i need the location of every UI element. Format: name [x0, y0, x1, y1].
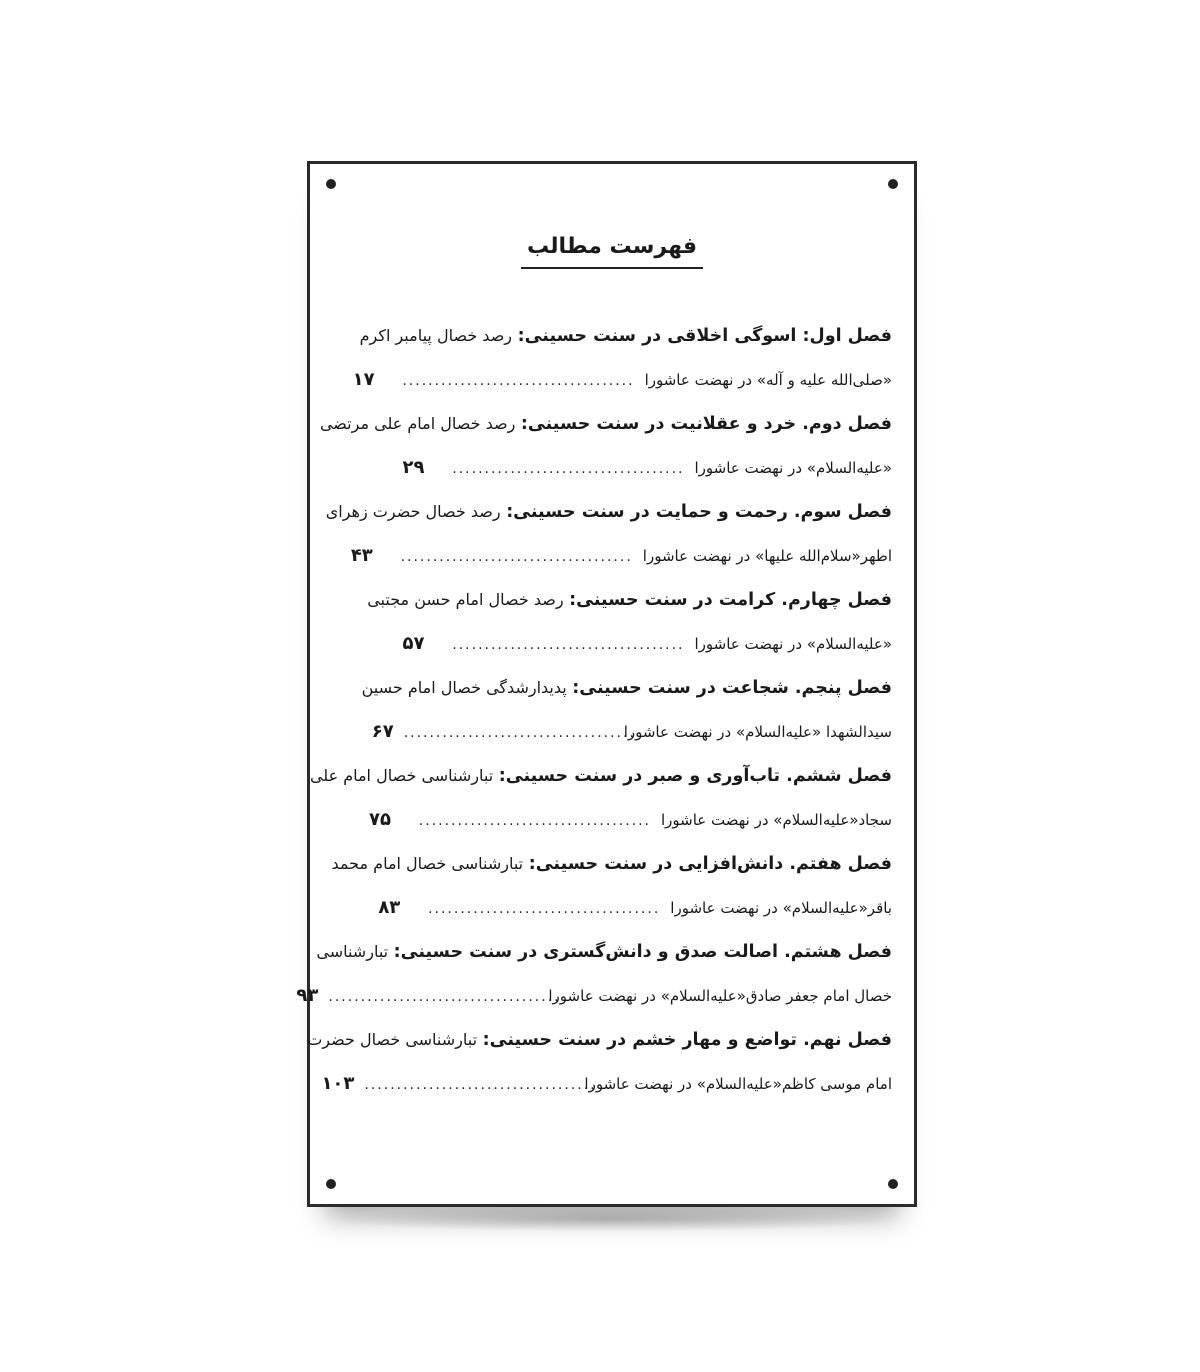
- toc-entry-page-line: [342, 710, 892, 754]
- toc-entry-9[interactable]: [307, 1018, 892, 1106]
- toc-entry-6[interactable]: [309, 754, 892, 842]
- chapter-subtitle: رصد خصال امام حسن مجتبی: [367, 590, 564, 609]
- dot-leader: ....................................: [418, 813, 651, 829]
- corner-dot-icon: [326, 1179, 336, 1189]
- toc-entry-page-line: [321, 1062, 892, 1106]
- chapter-subtitle: تبارشناسی خصال امام علی: [309, 766, 494, 785]
- chapter-subtitle: پدیدارشدگی خصال امام حسین: [361, 678, 567, 697]
- toc-entry-7[interactable]: [331, 842, 892, 930]
- toc-entry-heading-line: [316, 930, 892, 974]
- book-page: [296, 161, 917, 1207]
- dot-leader: ....................................: [364, 1077, 597, 1093]
- chapter-subtitle: رصد خصال پیامبر اکرم: [359, 326, 513, 345]
- page-number: ۱۷: [352, 369, 375, 390]
- toc-title-text: فهرست مطالب: [521, 234, 703, 269]
- chapter-heading: فصل نهم. تواضع و مهار خشم در سنت حسینی:: [482, 1030, 892, 1050]
- toc-entry-heading-line: [342, 578, 892, 622]
- chapter-heading: فصل دوم. خرد و عقلانیت در سنت حسینی:: [520, 414, 892, 434]
- chapter-subtitle-cont: «صلی‌الله علیه و آله» در نهضت عاشورا: [644, 371, 892, 389]
- corner-dot-icon: [888, 1179, 898, 1189]
- page-number: ۶۷: [371, 721, 394, 742]
- chapter-subtitle: تبارشناسی: [316, 942, 389, 961]
- chapter-heading: فصل هفتم. دانش‌افزایی در سنت حسینی:: [528, 854, 892, 874]
- chapter-subtitle-cont: «علیه‌السلام» در نهضت عاشورا: [694, 635, 892, 653]
- page-title: [310, 234, 914, 269]
- chapter-subtitle: رصد خصال حضرت زهرای: [325, 502, 501, 521]
- chapter-subtitle-cont: باقر«علیه‌السلام» در نهضت عاشورا: [670, 899, 892, 917]
- chapter-heading: فصل ششم. تاب‌آوری و صبر در سنت حسینی:: [498, 766, 892, 786]
- dot-leader: ....................................: [328, 989, 561, 1005]
- toc-entry-page-line: [342, 622, 892, 666]
- chapter-heading: فصل پنجم. شجاعت در سنت حسینی:: [572, 678, 892, 698]
- corner-dot-icon: [326, 179, 336, 189]
- toc-entry-heading-line: [309, 754, 892, 798]
- dot-leader: ....................................: [400, 549, 633, 565]
- chapter-subtitle-cont: اطهر«سلام‌الله علیها» در نهضت عاشورا: [642, 547, 892, 565]
- toc-entry-page-line: [342, 358, 892, 402]
- page-shadow: [330, 1206, 895, 1232]
- toc-entry-4[interactable]: [342, 578, 892, 666]
- chapter-subtitle-cont: «علیه‌السلام» در نهضت عاشورا: [694, 459, 892, 477]
- page-number: ۷۵: [369, 809, 391, 830]
- toc-entry-heading-line: [325, 490, 892, 534]
- toc-entry-2[interactable]: [319, 402, 892, 490]
- dot-leader: ....................................: [428, 901, 661, 917]
- toc-entry-heading-line: [331, 842, 892, 886]
- toc-entry-heading-line: [307, 1018, 892, 1062]
- chapter-subtitle-cont: امام موسی کاظم«علیه‌السلام» در نهضت عاشورا: [584, 1075, 892, 1093]
- toc-list: [296, 314, 892, 1106]
- page-number: ۸۳: [378, 897, 401, 918]
- toc-entry-page-line: [342, 446, 892, 490]
- toc-entry-heading-line: [319, 402, 892, 446]
- chapter-subtitle: تبارشناسی خصال حضرت: [307, 1030, 478, 1049]
- page-number: ۴۳: [350, 545, 373, 566]
- chapter-subtitle-cont: سجاد«علیه‌السلام» در نهضت عاشورا: [661, 811, 892, 829]
- chapter-subtitle-cont: سیدالشهدا «علیه‌السلام» در نهضت عاشورا: [623, 723, 892, 741]
- page-number: ۱۰۳: [321, 1073, 355, 1094]
- dot-leader: ....................................: [452, 637, 685, 653]
- dot-leader: ....................................: [402, 373, 635, 389]
- toc-entry-page-line: [342, 534, 892, 578]
- toc-entry-heading-line: [342, 314, 892, 358]
- toc-entry-page-line: [342, 886, 892, 930]
- toc-entry-8[interactable]: [296, 930, 892, 1018]
- chapter-heading: فصل اول: اسوگی اخلاقی در سنت حسینی:: [517, 326, 892, 346]
- corner-dot-icon: [888, 179, 898, 189]
- toc-entry-page-line: [342, 798, 892, 842]
- chapter-subtitle: تبارشناسی خصال امام محمد: [331, 854, 524, 873]
- toc-entry-5[interactable]: [342, 666, 892, 754]
- chapter-heading: فصل چهارم. کرامت در سنت حسینی:: [569, 590, 892, 610]
- toc-entry-heading-line: [342, 666, 892, 710]
- page-number: ۵۷: [402, 633, 425, 654]
- toc-entry-page-line: [296, 974, 892, 1018]
- toc-entry-1[interactable]: [342, 314, 892, 402]
- chapter-subtitle-cont: خصال امام جعفر صادق«علیه‌السلام» در نهضت عاشورا: [548, 987, 892, 1005]
- chapter-subtitle: رصد خصال امام علی مرتضی: [319, 414, 516, 433]
- chapter-heading: فصل سوم. رحمت و حمایت در سنت حسینی:: [506, 502, 892, 522]
- page-number: ۲۹: [402, 457, 425, 478]
- toc-entry-3[interactable]: [325, 490, 892, 578]
- chapter-heading: فصل هشتم. اصالت صدق و دانش‌گستری در سنت حسینی:: [393, 942, 892, 962]
- page-number: ۹۳: [296, 985, 319, 1006]
- dot-leader: ....................................: [452, 461, 685, 477]
- dot-leader: ....................................: [403, 725, 636, 741]
